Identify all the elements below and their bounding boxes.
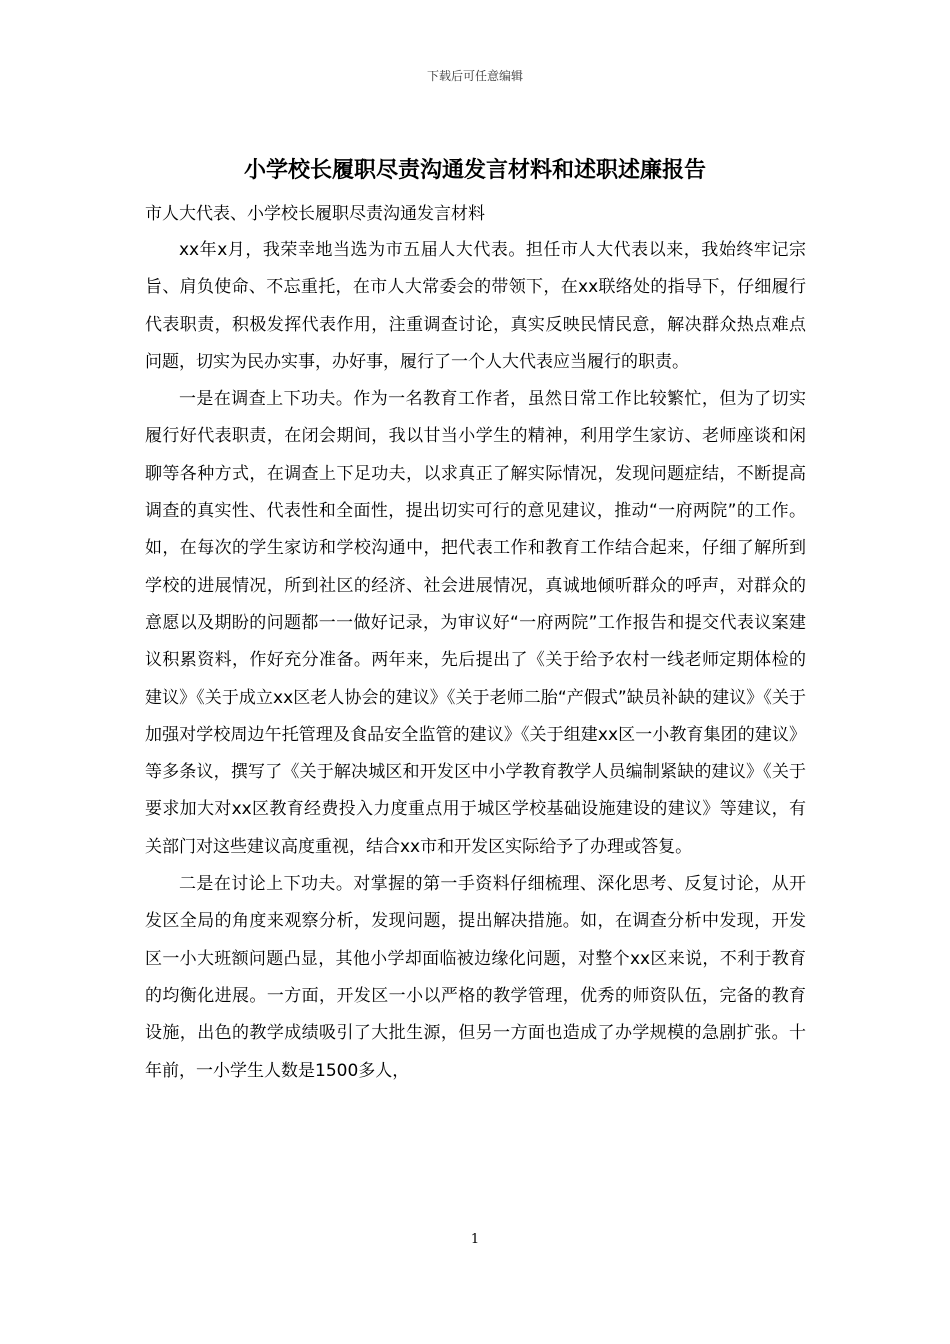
page-number: 1 [470,1232,480,1247]
document-subtitle: 市人大代表、小学校长履职尽责沟通发言材料 [145,204,485,224]
paragraph-discussion: 二是在讨论上下功夫。对掌握的第一手资料仔细梳理、深化思考、反复讨论，从开发区全局的角度来观察分析，发现问题，提出解决措施。如，在调查分析中发现，开发区一小大班额问题凸显，其他小学却面临被边缘化问题，对整个xx区来说，不利于教育的均衡化进展。一方面，开发区一小以严格的教学管理，优秀的师资队伍，完备的教育设施，出色的教学成绩吸引了大批生源，但另一方面也造成了办学规模的急剧扩张。十年前，一小学生人数是1500多人， [145,874,806,1081]
paragraph-research: 一是在调查上下功夫。作为一名教育工作者，虽然日常工作比较繁忙，但为了切实履行好代表职责，在闭会期间，我以甘当小学生的精神，利用学生家访、老师座谈和闲聊等各种方式，在调查上下足功夫，以求真正了解实际情况，发现问题症结，不断提高调查的真实性、代表性和全面性，提出切实可行的意见建议，推动“一府两院”的工作。如，在每次的学生家访和学校沟通中，把代表工作和教育工作结合起来，仔细了解所到学校的进展情况，所到社区的经济、社会进展情况，真诚地倾听群众的呼声，对群众的意愿以及期盼的问题都一一做好记录，为审议好“一府两院”工作报告和提交代表议案建议积累资料，作好充分准备。两年来，先后提出了《关于给予农村一线老师定期体检的建议》《关于成立xx区老人协会的建议》《关于老师二胎“产假式”缺员补缺的建议》《关于加强对学校周边午托管理及食品安全监管的建议》《关于组建xx区一小教育集团的建议》等多条议，撰写了《关于解决城区和开发区中小学教育教学人员编制紧缺的建议》《关于要求加大对xx区教育经费投入力度重点用于城区学校基础设施建设的建议》等建议，有关部门对这些建议高度重视，结合xx市和开发区实际给予了办理或答复。 [145,389,806,857]
document-title: 小学校长履职尽责沟通发言材料和述职述廉报告 [243,158,706,183]
paragraph-intro: xx年x月，我荣幸地当选为市五届人大代表。担任市人大代表以来，我始终牢记宗旨、肩负使命、不忘重托，在市人大常委会的带领下，在xx联络处的指导下，仔细履行代表职责，积极发挥代表作用，注重调查讨论，真实反映民情民意，解决群众热点难点问题，切实为民办实事，办好事，履行了一个人大代表应当履行的职责。 [145,240,806,372]
document-body [145,196,806,1090]
page-header-note: 下载后可任意编辑 [426,69,523,83]
